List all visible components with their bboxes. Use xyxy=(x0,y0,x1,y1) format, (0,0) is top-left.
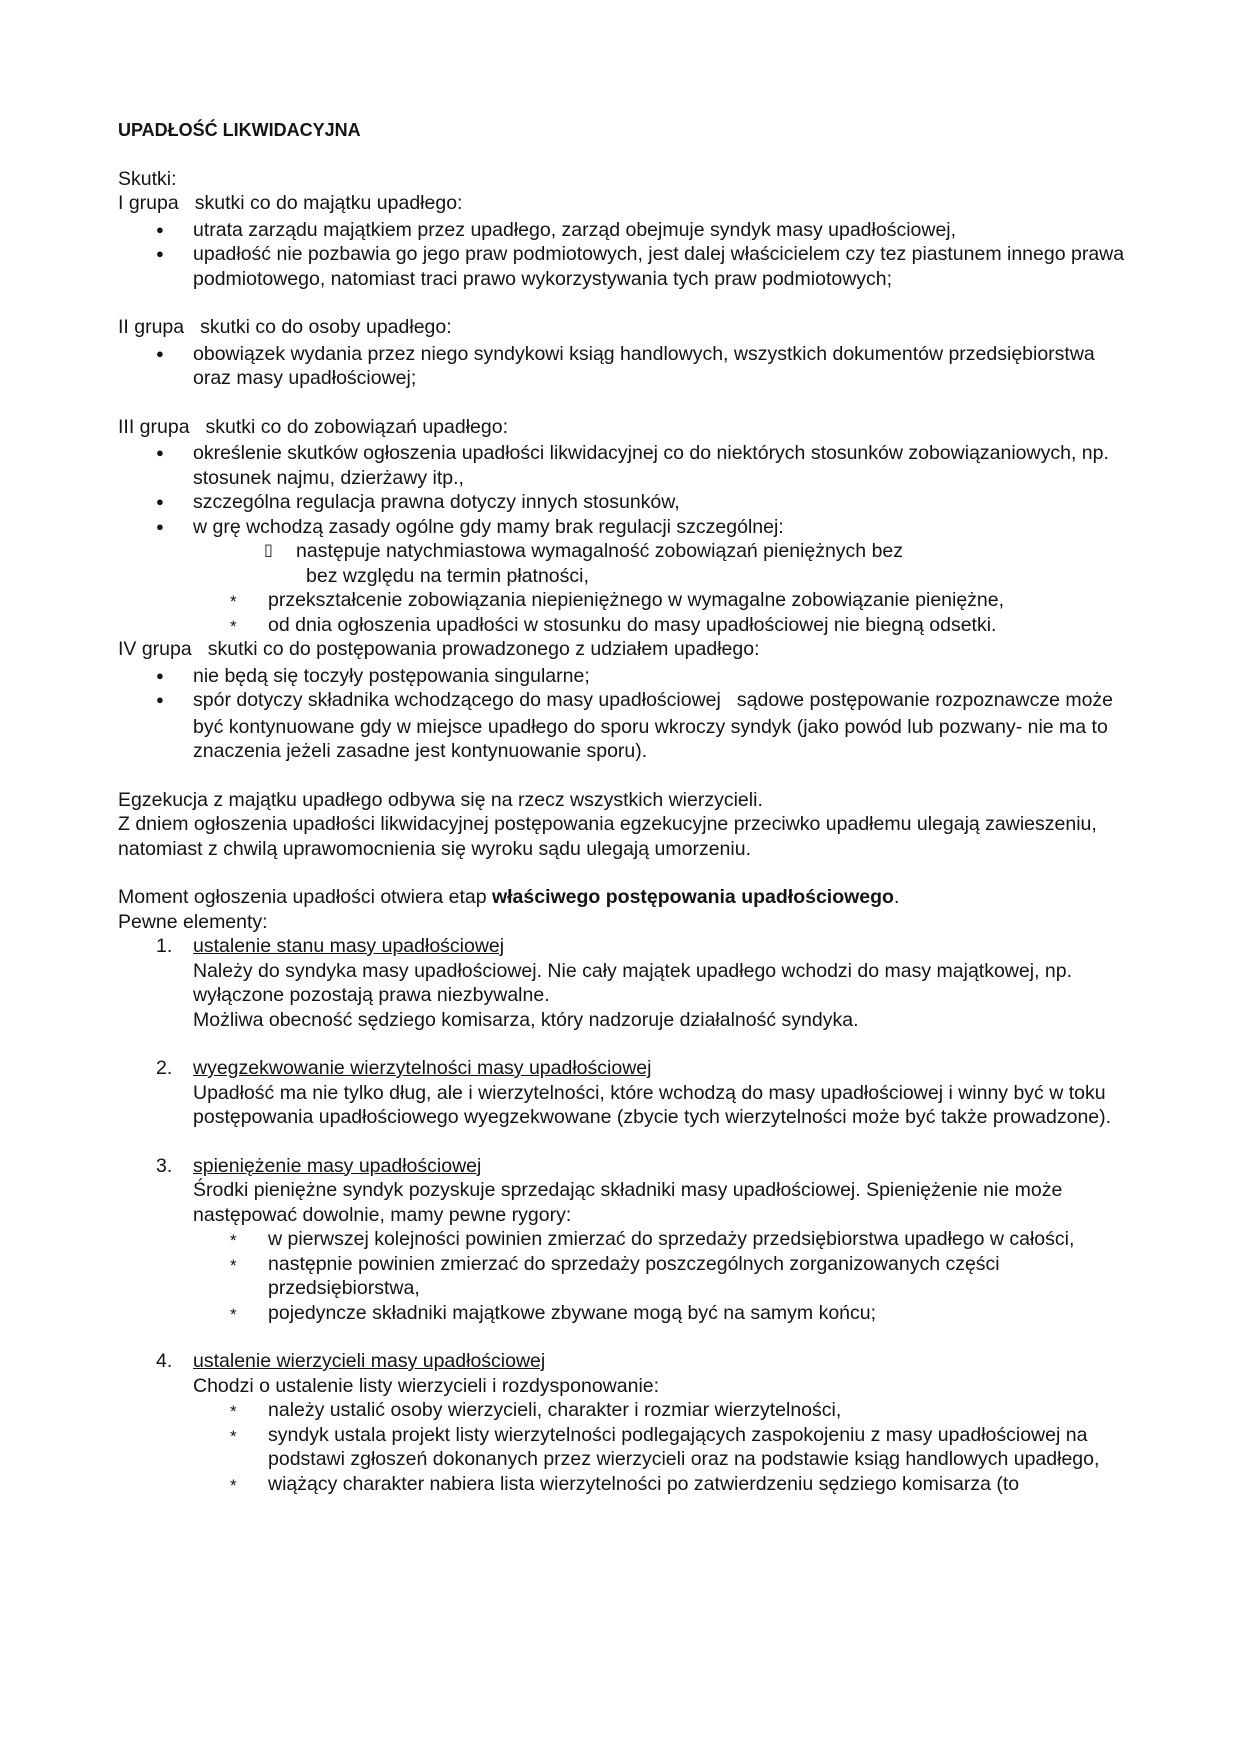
document-title: UPADŁOŚĆ LIKWIDACYJNA xyxy=(118,120,361,140)
sub-list-item: * należy ustalić osoby wierzycieli, charakter i rozmiar wierzytelności, xyxy=(118,1398,1128,1423)
list-item: ● określenie skutków ogłoszenia upadłości likwidacyjnej co do niektórych stosunków zobowiązaniowych, np. stosunek najmu, dzierżawy itp., xyxy=(118,441,1128,490)
group-4-header: IV grupa skutki co do postępowania prowadzonego z udziałem upadłego: xyxy=(118,638,760,660)
list-item: ● spór dotyczy składnika wchodzącego do masy upadłościowej sądowe postępowanie rozpoznawcze może być kontynuowane gdy w miejsce upadłego do sporu wkroczy syndyk (jako powód lub pozwany- nie ma to znaczenia jeżeli zasadne jest kontynuowanie sporu). xyxy=(118,688,1128,764)
arrow-icon xyxy=(179,196,195,213)
list-item: ● nie będą się toczyły postępowania singularne; xyxy=(118,664,1128,689)
group-1-header: I grupa skutki co do majątku upadłego: xyxy=(118,192,463,214)
arrow-icon xyxy=(721,693,737,710)
list-item: ● utrata zarządu majątkiem przez upadłego, zarząd obejmuje syndyk masy upadłościowej, xyxy=(118,218,1128,243)
group-2-header: II grupa skutki co do osoby upadłego: xyxy=(118,316,452,338)
numbered-item: 3. spieniężenie masy upadłościowej xyxy=(156,1154,482,1177)
sub-list-item: * przekształcenie zobowiązania niepieniężnego w wymagalne zobowiązanie pieniężne, xyxy=(118,588,1128,613)
numbered-item: 4. ustalenie wierzycieli masy upadłościowej xyxy=(156,1350,546,1372)
item-text: Środki pieniężne syndyk pozyskuje sprzedając składniki masy upadłościowej. Spieniężenie nie może następować dowolnie, mamy pewne rygory: xyxy=(193,1179,1063,1226)
numbered-item: 1. ustalenie stanu masy upadłościowej xyxy=(156,935,505,957)
arrow-icon xyxy=(190,420,206,437)
item-text: Chodzi o ustalenie listy wierzycieli i rozdysponowanie: xyxy=(193,1374,660,1397)
document-body xyxy=(118,118,1128,1496)
list-item: ● obowiązek wydania przez niego syndykowi ksiąg handlowych, wszystkich dokumentów przedsiębiorstwa oraz masy upadłościowej; xyxy=(118,342,1128,391)
item-text: Upadłość ma nie tylko dług, ale i wierzytelności, które wchodzą do masy upadłościowej i winny być w toku postępowania upadłościowego wyegzekwowane (zbycie tych wierzytelności może być także prowadzone). xyxy=(193,1081,1112,1128)
sub-list-item: * pojedyncze składniki majątkowe zbywane mogą być na samym końcu; xyxy=(118,1301,1128,1326)
item-text: Możliwa obecność sędziego komisarza, który nadzoruje działalność syndyka. xyxy=(193,1008,859,1031)
paragraph: Z dniem ogłoszenia upadłości likwidacyjnej postępowania egzekucyjne przeciwko upadłemu ulegają zawieszeniu, natomiast z chwilą uprawomocnienia się wyroku sądu ulegają umorzeniu. xyxy=(118,813,1097,860)
skutki-label: Skutki: xyxy=(118,167,177,190)
list-item: ● upadłość nie pozbawia go jego praw podmiotowych, jest dalej właścicielem czy tez piastunem innego prawa podmiotowego, natomiast traci prawo wykorzystywania tych praw podmiotowych; xyxy=(118,242,1128,291)
paragraph: Pewne elementy: xyxy=(118,910,268,933)
numbered-item: 2. wyegzekwowanie wierzytelności masy upadłościowej xyxy=(156,1057,652,1079)
list-item: ● szczególna regulacja prawna dotyczy innych stosunków, xyxy=(118,490,1128,515)
paragraph: Moment ogłoszenia upadłości otwiera etap właściwego postępowania upadłościowego. xyxy=(118,886,900,908)
item-text: Należy do syndyka masy upadłościowej. Nie cały majątek upadłego wchodzi do masy majątkowej, np. wyłączone pozostają prawa niezbywalne. xyxy=(193,959,1073,1006)
arrow-icon xyxy=(184,320,200,337)
sub-list-item: * następnie powinien zmierzać do sprzedaży poszczególnych zorganizowanych części przedsiębiorstwa, xyxy=(118,1252,1128,1301)
sub-list-item: * od dnia ogłoszenia upadłości w stosunku do masy upadłościowej nie biegną odsetki. xyxy=(118,613,1128,638)
arrow-icon xyxy=(192,642,208,659)
paragraph: Egzekucja z majątku upadłego odbywa się na rzecz wszystkich wierzycieli. xyxy=(118,788,763,811)
sub-list-item: ▯ następuje natychmiastowa wymagalność zobowiązań pieniężnych bez bez względu na termin płatności, xyxy=(118,539,1128,588)
group-3-header: III grupa skutki co do zobowiązań upadłego: xyxy=(118,415,508,438)
sub-list-item: * w pierwszej kolejności powinien zmierzać do sprzedaży przedsiębiorstwa upadłego w całości, xyxy=(118,1227,1128,1252)
sub-list-item: * syndyk ustala projekt listy wierzytelności podlegających zaspokojeniu z masy upadłościowej na podstawi zgłoszeń dokonanych przez wierzycieli oraz na podstawie ksiąg handlowych upadłego, xyxy=(118,1423,1128,1472)
list-item: ● w grę wchodzą zasady ogólne gdy mamy brak regulacji szczególnej: xyxy=(118,515,1128,540)
sub-list-item: * wiążący charakter nabiera lista wierzytelności po zatwierdzeniu sędziego komisarza (to xyxy=(118,1472,1128,1497)
